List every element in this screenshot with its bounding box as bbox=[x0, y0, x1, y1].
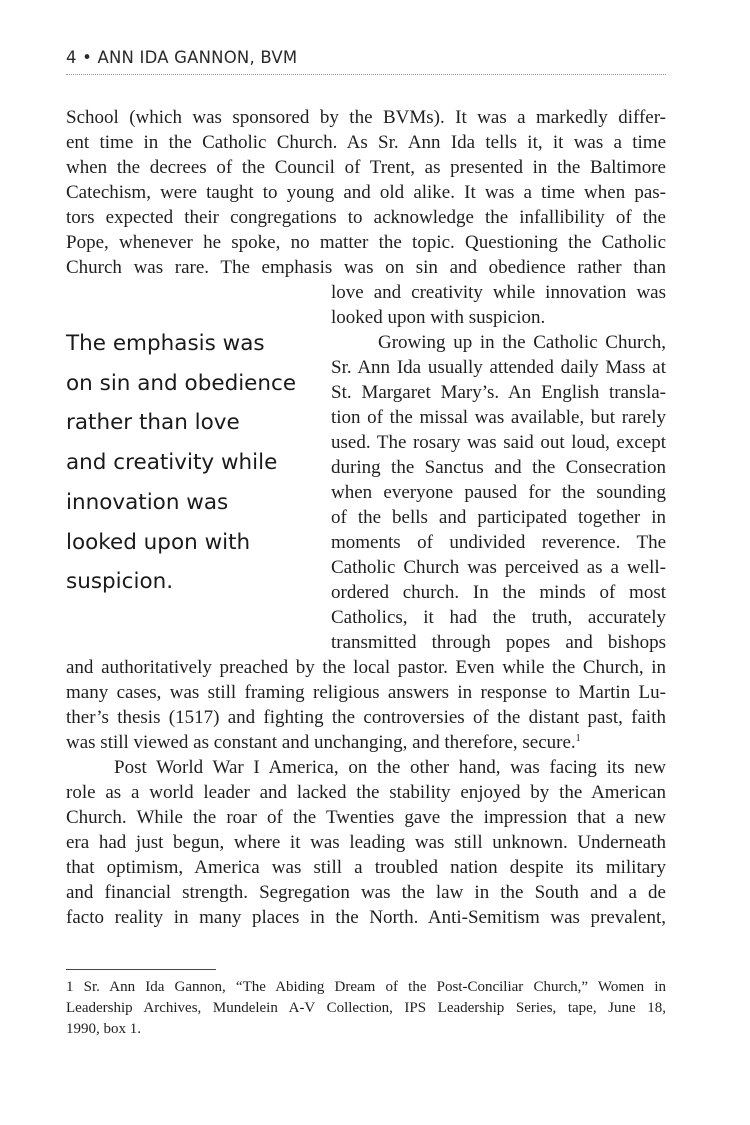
pull-quote-line: and creativity while bbox=[66, 450, 278, 476]
body-line: era had just begun, where it was leading was still unknown. Underneath bbox=[66, 832, 666, 853]
body-line: when the decrees of the Council of Trent, as presented in the Baltimore bbox=[66, 157, 666, 178]
pull-quote-line: on sin and obedience bbox=[66, 370, 297, 396]
body-line: role as a world leader and lacked the stability enjoyed by the American bbox=[66, 782, 666, 803]
body-line: moments of undivided reverence. The bbox=[331, 532, 666, 553]
body-line: Pope, whenever he spoke, no matter the topic. Questioning the Catholic bbox=[66, 232, 666, 253]
body-line: Growing up in the Catholic Church, bbox=[378, 332, 666, 353]
body-line-text: was still viewed as constant and unchanging, and therefore, secure. bbox=[66, 732, 576, 753]
body-line: School (which was sponsored by the BVMs). It was a markedly differ- bbox=[66, 107, 666, 128]
footnote-divider bbox=[66, 969, 216, 970]
pull-quote-line: suspicion. bbox=[66, 569, 174, 595]
body-line-with-note bbox=[66, 730, 666, 755]
body-line: Church was rare. The emphasis was on sin and obedience rather than bbox=[66, 257, 666, 278]
body-line: Catholic Church was perceived as a well- bbox=[331, 557, 666, 578]
body-line: St. Margaret Mary’s. An English transla- bbox=[331, 382, 666, 403]
footnote-ref: 1 bbox=[575, 733, 581, 744]
body-line: facto reality in many places in the North. Anti-Semitism was prevalent, bbox=[66, 907, 666, 928]
body-line: love and creativity while innovation was bbox=[331, 282, 666, 303]
footnote-line: 1 Sr. Ann Ida Gannon, “The Abiding Dream of the Post-Conciliar Church,” Women in bbox=[66, 979, 666, 995]
body-line: Catholics, it had the truth, accurately bbox=[331, 607, 666, 628]
body-line: transmitted through popes and bishops bbox=[331, 632, 666, 653]
body-line: many cases, was still framing religious answers in response to Martin Lu- bbox=[66, 682, 666, 703]
body-line: Sr. Ann Ida usually attended daily Mass at bbox=[331, 357, 666, 378]
body-line: ordered church. In the minds of most bbox=[331, 582, 666, 603]
body-line: of the bells and participated together in bbox=[331, 507, 666, 528]
footnote-line: Leadership Archives, Mundelein A-V Collection, IPS Leadership Series, tape, June 18, bbox=[66, 1000, 666, 1016]
body-line: that optimism, America was still a troubled nation despite its military bbox=[66, 857, 666, 878]
pull-quote-line: looked upon with bbox=[66, 529, 251, 555]
pull-quote-line: The emphasis was bbox=[66, 331, 265, 356]
body-line: ent time in the Catholic Church. As Sr. Ann Ida tells it, it was a time bbox=[66, 132, 666, 153]
body-line: looked upon with suspicion. bbox=[331, 307, 546, 328]
body-line: and authoritatively preached by the local pastor. Even while the Church, in bbox=[66, 657, 666, 678]
body-line: tion of the missal was available, but rarely bbox=[331, 407, 666, 428]
body-line: ther’s thesis (1517) and fighting the controversies of the distant past, faith bbox=[66, 707, 666, 728]
footnote-line: 1990, box 1. bbox=[66, 1021, 141, 1037]
body-line: tors expected their congregations to acknowledge the infallibility of the bbox=[66, 207, 666, 228]
body-line: when everyone paused for the sounding bbox=[331, 482, 666, 503]
pull-quote-line: rather than love bbox=[66, 410, 240, 436]
body-line: during the Sanctus and the Consecration bbox=[331, 457, 666, 478]
header-divider bbox=[66, 74, 666, 75]
body-line: Church. While the roar of the Twenties gave the impression that a new bbox=[66, 807, 666, 828]
body-line: used. The rosary was said out loud, except bbox=[331, 432, 666, 453]
body-line: Post World War I America, on the other hand, was facing its new bbox=[114, 757, 666, 778]
body-line: and financial strength. Segregation was the law in the South and a de bbox=[66, 882, 666, 903]
running-head: 4 • ANN IDA GANNON, BVM bbox=[66, 48, 298, 67]
pull-quote-line: innovation was bbox=[66, 489, 229, 515]
pull-quote bbox=[66, 324, 316, 602]
body-line: Catechism, were taught to young and old alike. It was a time when pas- bbox=[66, 182, 666, 203]
